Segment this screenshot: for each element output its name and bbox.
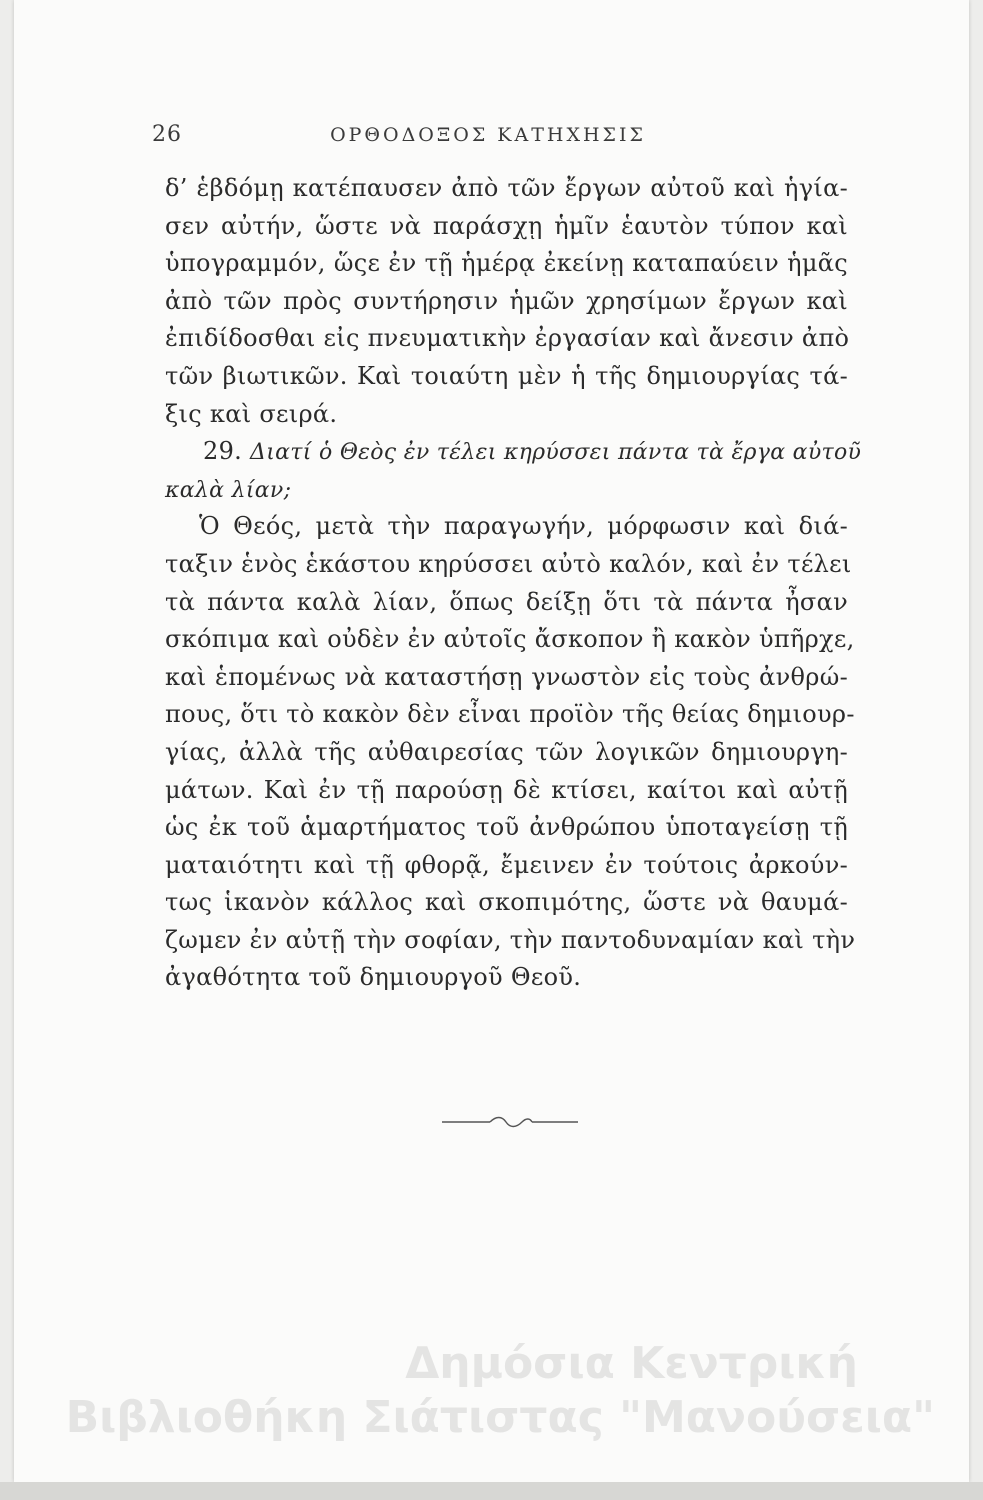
text-line: σεν αὐτήν, ὥστε νὰ παράσχῃ ἡμῖν ἑαυτὸν τύπον καὶ — [165, 211, 848, 240]
answer-line: ματαιότητι καὶ τῇ φθορᾷ, ἔμεινεν ἐν τούτοις ἀρκούν- — [165, 850, 848, 879]
text-line: ξις καὶ σειρά. — [165, 399, 338, 428]
answer-line: τὰ πάντα καλὰ λίαν, ὅπως δείξῃ ὅτι τὰ πάντα ἦσαν — [165, 587, 848, 616]
ornament-divider — [440, 1110, 580, 1134]
text-line: τῶν βιωτικῶν. Καὶ τοιαύτη μὲν ἡ τῆς δημιουργίας τά- — [165, 361, 848, 390]
watermark-line-2: Βιβλιοθήκη Σιάτιστας "Μανούσεια" — [65, 1392, 935, 1443]
running-title: ΟΡΘΟΔΟΞΟΣ ΚΑΤΗΧΗΣΙΣ — [330, 124, 646, 146]
answer-line: ζωμεν ἐν αὐτῇ τὴν σοφίαν, τὴν παντοδυναμίαν καὶ τὴν — [165, 925, 856, 954]
answer-line: καὶ ἑπομένως νὰ καταστήσῃ γνωστὸν εἰς τοὺς ἀνθρώ- — [165, 662, 848, 691]
page-header — [152, 122, 824, 154]
watermark-line-1: Δημόσια Κεντρική — [405, 1338, 858, 1389]
answer-line: τως ἱκανὸν κάλλος καὶ σκοπιμότης, ὥστε νὰ θαυμά- — [165, 888, 848, 917]
answer-line: ἀγαθότητα τοῦ δημιουργοῦ Θεοῦ. — [165, 963, 582, 992]
text-line: ἀπὸ τῶν πρὸς συντήρησιν ἡμῶν χρησίμων ἔργων καὶ — [165, 286, 848, 315]
answer-line: πους, ὅτι τὸ κακὸν δὲν εἶναι προϊὸν τῆς θείας δημιουρ- — [165, 700, 855, 729]
answer-line: ταξιν ἑνὸς ἑκάστου κηρύσσει αὐτὸ καλόν, καὶ ἐν τέλει — [165, 549, 852, 578]
page-body — [165, 170, 862, 997]
answer-line: γίας, ἀλλὰ τῆς αὐθαιρεσίας τῶν λογικῶν δημιουργη- — [165, 737, 848, 766]
question-text: Διατί ὁ Θεὸς ἐν τέλει κηρύσσει πάντα τὰ ἔργα αὐτοῦ — [250, 440, 862, 466]
text-line: ἐπιδίδοσθαι εἰς πνευματικὴν ἐργασίαν καὶ ἄνεσιν ἀπὸ — [165, 324, 850, 353]
page-number: 26 — [152, 122, 182, 147]
question-text-continued: καλὰ λίαν; — [165, 477, 292, 503]
text-line: δ’ ἑβδόμῃ κατέπαυσεν ἀπὸ τῶν ἔργων αὐτοῦ καὶ ἡγία- — [165, 174, 848, 202]
page-edge — [0, 1482, 983, 1500]
text-line: ὑπογραμμόν, ὥςε ἐν τῇ ἡμέρᾳ ἐκείνῃ καταπαύειν ἡμᾶς — [165, 249, 848, 278]
question-line — [165, 433, 862, 471]
fleuron-icon — [440, 1110, 580, 1134]
answer-line: σκόπιμα καὶ οὐδὲν ἐν αὐτοῖς ἄσκοπον ἢ κακὸν ὑπῆρχε, — [165, 625, 855, 654]
answer-line: μάτων. Καὶ ἐν τῇ παρούσῃ δὲ κτίσει, καίτοι καὶ αὐτῇ — [165, 775, 848, 804]
question-line — [165, 471, 848, 509]
answer-line: Ὁ Θεός, μετὰ τὴν παραγωγήν, μόρφωσιν καὶ διά- — [199, 512, 848, 541]
question-number: 29. — [203, 437, 243, 466]
answer-line: ὡς ἐκ τοῦ ἁμαρτήματος τοῦ ἀνθρώπου ὑποταγείσῃ τῇ — [165, 813, 848, 842]
